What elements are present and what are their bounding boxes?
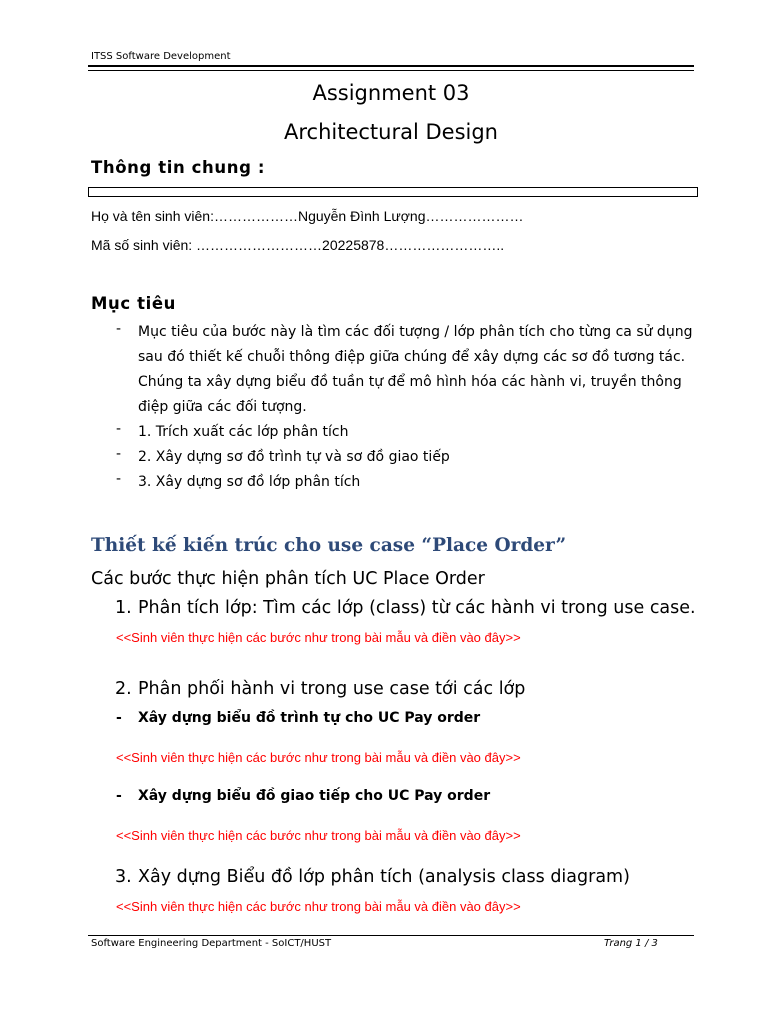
design-heading: Thiết kế kiến trúc cho use case “Place Order” <box>91 535 567 556</box>
document-title: Assignment 03 <box>312 81 470 105</box>
step-number: 1. <box>115 598 132 618</box>
placeholder-text: <<Sinh viên thực hiện các bước như trong bài mẫu và điền vào đây>> <box>116 630 521 645</box>
placeholder-text: <<Sinh viên thực hiện các bước như trong bài mẫu và điền vào đây>> <box>116 899 521 914</box>
objective-line: Mục tiêu của bước này là tìm các đối tượng / lớp phân tích cho từng ca sử dụng <box>138 324 693 340</box>
general-info-heading: Thông tin chung : <box>91 158 266 177</box>
step-text: Xây dựng Biểu đồ lớp phân tích (analysis class diagram) <box>138 867 630 887</box>
steps-heading: Các bước thực hiện phân tích UC Place Order <box>91 569 485 589</box>
document-subtitle: Architectural Design <box>284 120 498 144</box>
step-number: 2. <box>115 679 132 699</box>
bullet-dash: - <box>116 421 122 437</box>
objective-item <box>138 320 698 420</box>
substep-text: Xây dựng biểu đồ trình tự cho UC Pay order <box>138 710 481 726</box>
objective-line: điệp giữa các đối tượng. <box>138 399 307 415</box>
page-header-text: ITSS Software Development <box>91 51 231 62</box>
objective-item: 1. Trích xuất các lớp phân tích <box>138 424 349 440</box>
objectives-heading: Mục tiêu <box>91 294 176 313</box>
substep-dash: - <box>116 788 122 804</box>
step-text: Phân tích lớp: Tìm các lớp (class) từ các hành vi trong use case. <box>138 598 696 618</box>
bullet-dash: - <box>116 321 122 337</box>
bullet-dash: - <box>116 446 122 462</box>
student-id-line: Mã số sinh viên: ………………………20225878…………………….. <box>91 237 505 253</box>
footer-rule <box>88 935 694 936</box>
step-text: Phân phối hành vi trong use case tới các lớp <box>138 679 526 699</box>
step-number: 3. <box>115 867 132 887</box>
substep-text: Xây dựng biểu đồ giao tiếp cho UC Pay order <box>138 788 491 804</box>
header-rule-thin <box>88 70 694 71</box>
bullet-dash: - <box>116 471 122 487</box>
footer-department: Software Engineering Department - SoICT/HUST <box>91 938 332 949</box>
objective-item: 3. Xây dựng sơ đồ lớp phân tích <box>138 474 361 490</box>
header-rule-thick <box>88 65 694 67</box>
student-name-line: Họ và tên sinh viên:………………Nguyễn Đình Lượng………………… <box>91 208 524 224</box>
info-box <box>88 187 698 197</box>
placeholder-text: <<Sinh viên thực hiện các bước như trong bài mẫu và điền vào đây>> <box>116 750 521 765</box>
objective-line: sau đó thiết kế chuỗi thông điệp giữa chúng để xây dựng các sơ đồ tương tác. <box>138 349 686 365</box>
substep-dash: - <box>116 710 122 726</box>
placeholder-text: <<Sinh viên thực hiện các bước như trong bài mẫu và điền vào đây>> <box>116 828 521 843</box>
objective-item: 2. Xây dựng sơ đồ trình tự và sơ đồ giao tiếp <box>138 449 450 465</box>
footer-page-number: Trang 1 / 3 <box>604 938 658 949</box>
objective-line: Chúng ta xây dựng biểu đồ tuần tự để mô hình hóa các hành vi, truyền thông <box>138 374 682 390</box>
